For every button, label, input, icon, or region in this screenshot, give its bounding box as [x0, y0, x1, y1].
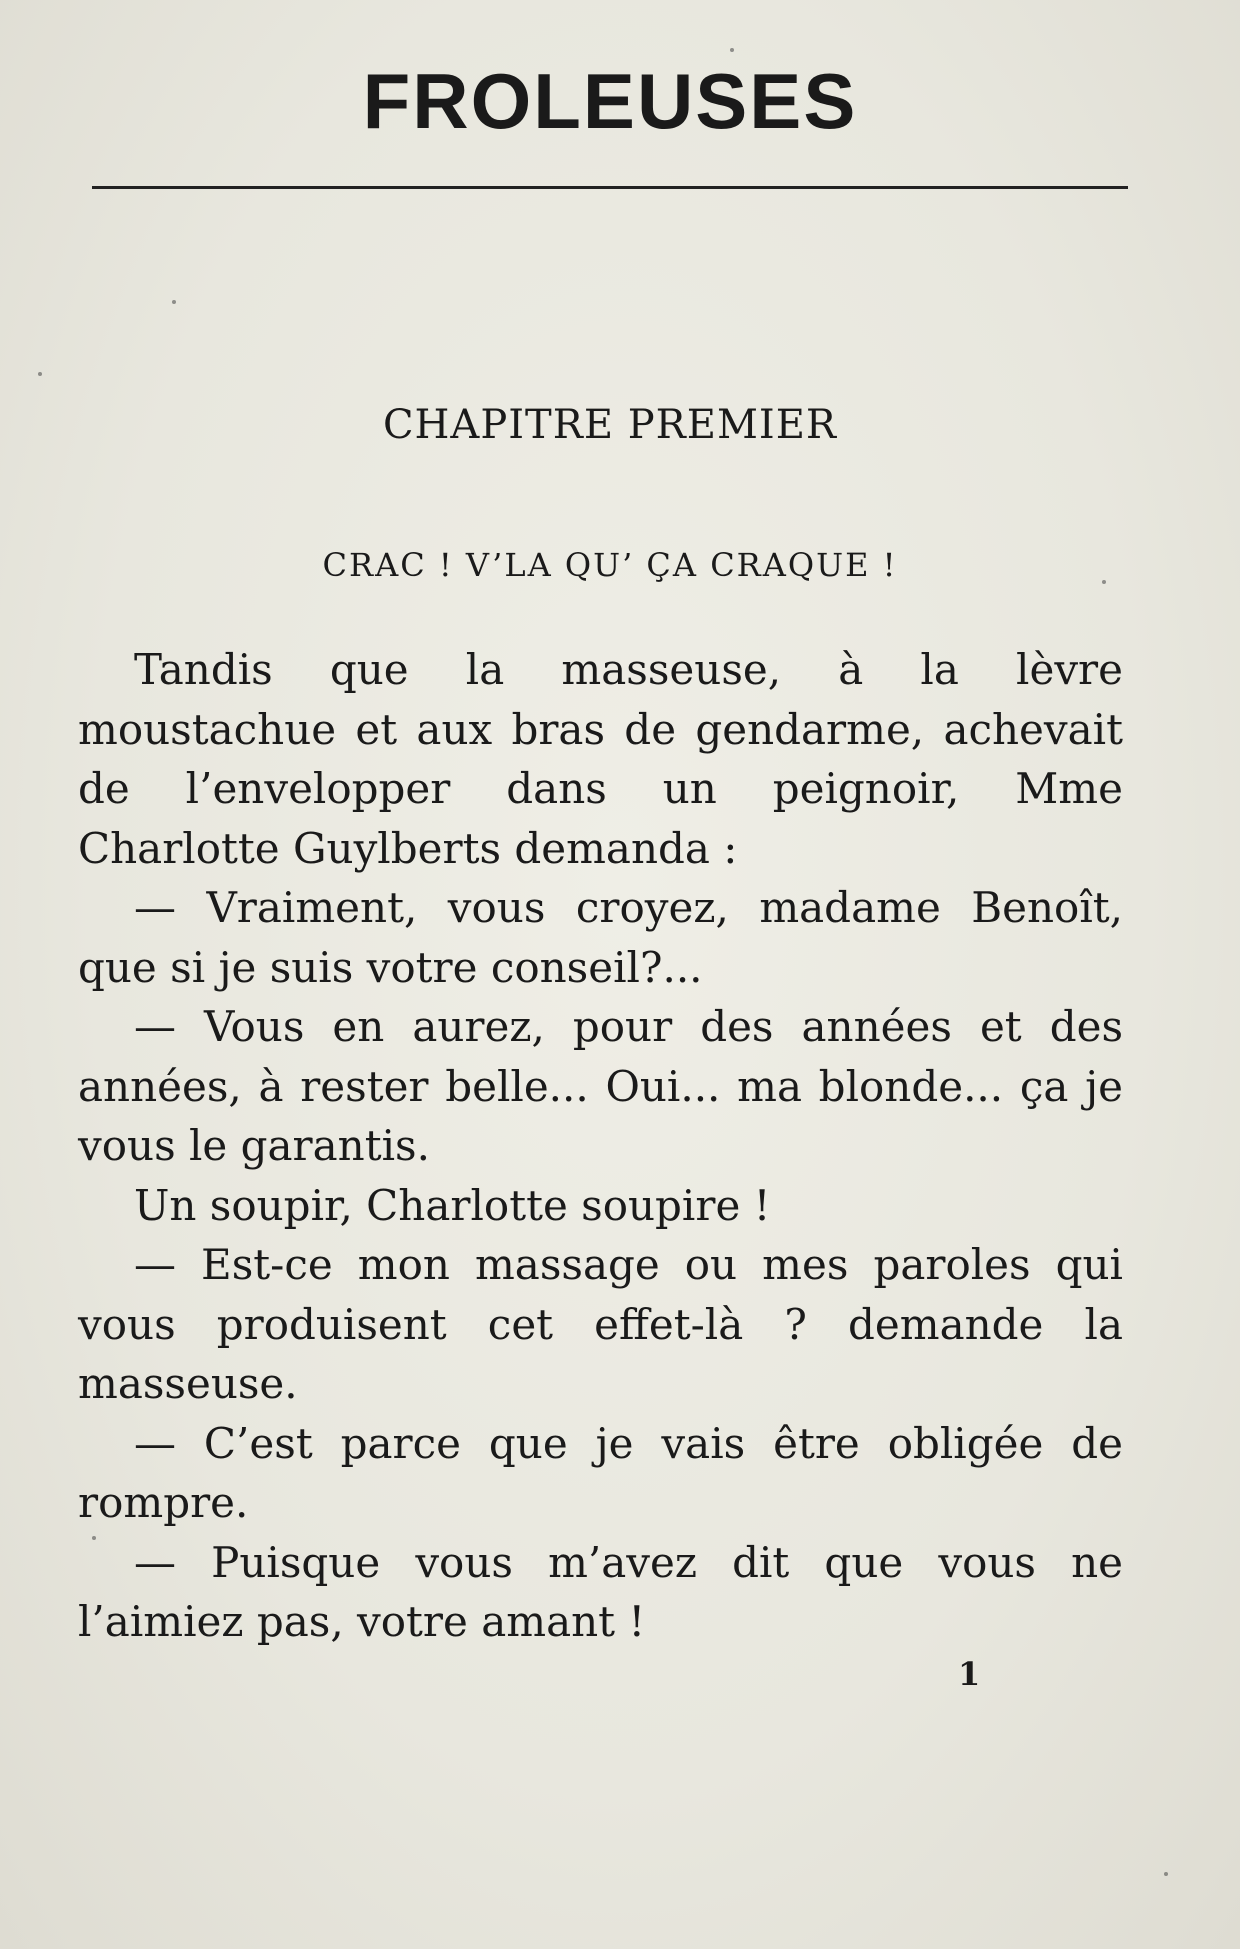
- paragraph: — Vraiment, vous croyez, madame Benoît, que si je suis votre conseil?...: [78, 883, 1123, 992]
- paragraph: — Est-ce mon massage ou mes paroles qui vous produisent cet effet-là ? demande la masseuse.: [78, 1240, 1123, 1408]
- chapter-title: CHAPITRE PREMIER: [382, 402, 838, 448]
- paper-speck: [172, 300, 176, 304]
- paper-speck: [38, 372, 42, 376]
- running-title: FROLEUSES: [362, 57, 858, 145]
- paragraph: — Vous en aurez, pour des années et des années, à rester belle... Oui... ma blonde... ça je vous le garantis.: [78, 1002, 1123, 1170]
- chapter-subtitle: CRAC ! V’LA QU’ ÇA CRAQUE !: [322, 546, 898, 584]
- paragraph: — Puisque vous m’avez dit que vous ne l’aimiez pas, votre amant !: [78, 1537, 1123, 1646]
- paragraph: Tandis que la masseuse, à la lèvre moustachue et aux bras de gendarme, achevait de l’envelopper dans un peignoir, Mme Charlotte Guylberts demanda :: [78, 645, 1123, 873]
- paragraph: Un soupir, Charlotte soupire !: [134, 1180, 771, 1230]
- paper-speck: [730, 48, 734, 52]
- page-number: 1: [958, 1655, 981, 1693]
- body-text: [78, 640, 1123, 1652]
- paper-speck: [92, 1536, 96, 1540]
- paper-speck: [1164, 1872, 1168, 1876]
- paper-speck: [1102, 580, 1106, 584]
- header-rule: [92, 186, 1128, 189]
- paragraph: — C’est parce que je vais être obligée de rompre.: [78, 1418, 1123, 1527]
